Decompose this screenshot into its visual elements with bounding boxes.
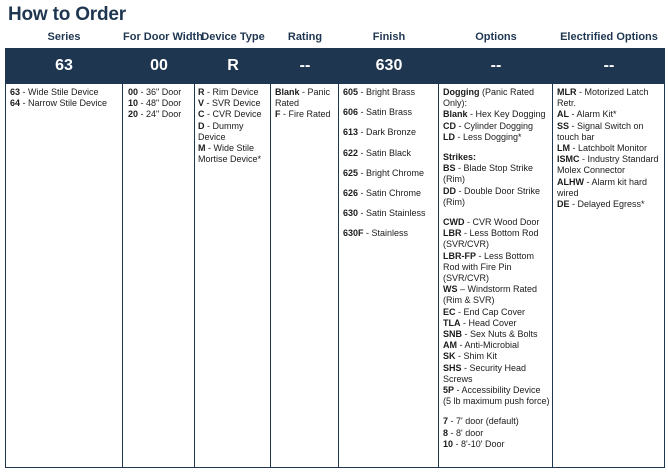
list-item: 63 - Wide Stile Device <box>10 87 99 97</box>
list-item: LBR - Less Bottom Rod (SVR/CVR) <box>443 228 539 250</box>
list-item: CD - Cylinder Dogging <box>443 120 534 131</box>
dogging-heading: Dogging (Panic Rated Only): <box>443 87 535 109</box>
list-item: V - SVR Device <box>198 98 261 109</box>
column-headers <box>0 31 668 47</box>
list-item: M - Wide Stile Mortise Device* <box>198 143 262 165</box>
list-item: SHS - Security Head Screws <box>443 362 527 384</box>
list-item: CWD - CVR Wood Door <box>443 217 540 228</box>
list-item: Blank - Hex Key Dogging <box>443 109 546 120</box>
list-item: LM - Latchbolt Monitor <box>557 143 648 154</box>
list-item: 10 - 48" Door <box>128 98 182 109</box>
code-finish: 630 <box>375 57 403 74</box>
code-door-width: 00 <box>150 57 168 74</box>
column-divider <box>271 84 339 468</box>
list-item: SK - Shim Kit <box>443 351 498 362</box>
header-series: Series <box>47 31 81 43</box>
list-item: 64 - Narrow Stile Device <box>10 98 108 109</box>
list-item: LBR-FP - Less Bottom Rod with Fire Pin (SVR/CVR) <box>443 250 535 284</box>
list-item: 5P - Accessibility Device (5 lb maximum push force) <box>443 385 550 407</box>
code-series: 63 <box>55 57 73 74</box>
door-width-list <box>128 87 194 121</box>
list-item: 606 - Satin Brass <box>343 107 413 118</box>
header-door-width: For Door Width <box>123 31 203 43</box>
list-item: SNB - Sex Nuts & Bolts <box>443 329 538 340</box>
list-item: AM - Anti-Microbial <box>443 340 520 351</box>
list-item: DD - Double Door Strike (Rim) <box>443 185 541 207</box>
list-item: 613 - Dark Bronze <box>343 127 417 138</box>
list-item: ISMC - Industry Standard Molex Connector <box>557 154 659 176</box>
list-item: SS - Signal Switch on touch bar <box>557 120 644 142</box>
header-finish: Finish <box>372 31 406 43</box>
column-divider <box>123 84 195 468</box>
list-item: D - Dummy Device <box>198 120 244 142</box>
code-options: -- <box>490 57 502 74</box>
header-rating: Rating <box>287 31 323 43</box>
list-item: 605 - Bright Brass <box>343 87 416 97</box>
header-options: Options <box>475 31 517 43</box>
code-rating: -- <box>299 57 311 74</box>
list-item: C - CVR Device <box>198 109 262 120</box>
finish-list <box>343 87 437 240</box>
options-list <box>443 87 551 450</box>
list-item: 00 - 36" Door <box>128 87 182 97</box>
list-item: AL - Alarm Kit* <box>557 109 617 120</box>
list-item: EC - End Cap Cover <box>443 306 526 317</box>
list-item: R - Rim Device <box>198 87 259 97</box>
list-item: ALHW - Alarm kit hard wired <box>557 176 648 198</box>
list-item: 7 - 7' door (default) <box>443 416 519 427</box>
list-item: 625 - Bright Chrome <box>343 167 425 178</box>
header-electrified-options: Electrified Options <box>560 31 658 43</box>
list-item: LD - Less Dogging* <box>443 131 522 142</box>
list-item: 630 - Satin Stainless <box>343 208 426 219</box>
device-type-list <box>198 87 268 165</box>
list-item: 622 - Satin Black <box>343 147 412 158</box>
strikes-heading: Strikes: <box>443 152 477 163</box>
list-item: F - Fire Rated <box>275 109 331 120</box>
list-item: MLR - Motorized Latch Retr. <box>557 87 649 109</box>
list-item: 630F - Stainless <box>343 228 409 239</box>
list-item: 20 - 24" Door <box>128 109 182 120</box>
series-list <box>10 87 122 109</box>
list-item: 626 - Satin Chrome <box>343 188 422 199</box>
code-electrified-options: -- <box>603 57 615 74</box>
header-device-type: Device Type <box>201 31 265 43</box>
page-title: How to Order <box>8 4 126 25</box>
column-divider <box>5 84 123 468</box>
list-item: Blank - Panic Rated <box>275 87 331 109</box>
code-device-type: R <box>227 57 239 74</box>
list-item: WS – Windstorm Rated (Rim & SVR) <box>443 284 538 306</box>
list-item: TLA - Head Cover <box>443 317 517 328</box>
list-item: BS - Blade Stop Strike (Rim) <box>443 163 534 185</box>
list-item: 8 - 8' door <box>443 427 484 438</box>
rating-list <box>275 87 337 121</box>
electrified-options-list <box>557 87 663 210</box>
list-item: DE - Delayed Egress* <box>557 199 645 210</box>
list-item: 10 - 8'-10' Door <box>443 438 505 449</box>
